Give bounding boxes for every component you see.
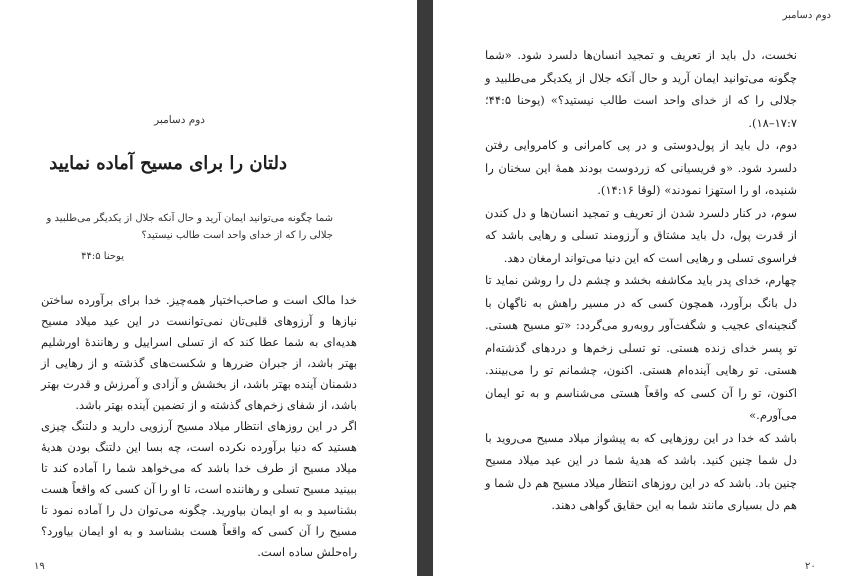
page-number-left: ۱۹ <box>34 561 45 572</box>
epigraph-quote: شما چگونه می‌توانید ایمان آرید و حال آنکه جلال از یکدیگر می‌طلبید و جلالی را که از خدای واحد است طالب نیستید؟ <box>46 213 333 241</box>
running-head-right: دوم دسامبر <box>782 10 831 21</box>
right-body-text <box>485 44 797 517</box>
epigraph-reference: یوحنا ۴۴:۵ <box>81 251 124 262</box>
left-page <box>0 0 417 576</box>
right-page <box>433 0 848 576</box>
body-paragraph: سوم، در کنار دلسرد شدن از تعریف و تمجید انسان‌ها و دل کندن از قدرت پول، دل باید مشتاق و آرزومند تسلی و رهایی باشد که فراسوی تسلی و رهایی است که این دنیا می‌تواند ارمغان دهد. <box>485 205 797 265</box>
body-paragraph: خدا مالک است و صاحب‌اختیار همه‌چیز. خدا برای برآورده ساختن نیازها و آرزوهای قلبی‌تان نمی‌توانست در این عید میلاد مسیح هدیه‌ای به شما عطا کند که از تسلی اسراییل و رهانندهٔ اورشلیم بهتر باشد، از جبران ضررها و شکست‌های گذشته و از رهایی از دشمنان آینده بهتر باشد، از بخشش و آزادی و آمرزش و قدرت بهتر باشد، از شفای زخم‌های گذشته و از تضمین آینده بهتر باشد. <box>41 293 357 412</box>
body-paragraph: باشد که خدا در این روزهایی که به پیشواز میلاد مسیح می‌روید با دل شما چنین کنید. باشد که هدیهٔ شما در این عید میلاد مسیح چنین باد. باشد که در این روزهای انتظار میلاد مسیح هم دل شما و هم دل بسیاری مانند شما به این حقایق گواهی دهند. <box>485 430 797 512</box>
body-paragraph: اگر در این روزهای انتظار میلاد مسیح آرزویی دارید و دلتنگ چیزی هستید که دنیا برآورده نکرده است، چه بسا این دلتنگ بودن هدیهٔ میلاد مسیح از طرف خدا باشد که می‌خواهد شما را آماده کند تا ببینید مسیح تسلی و رهاننده است، تا او را آن کسی که واقعاً هست بشناسید و به او ایمان بیاورید. چگونه می‌توان دل را آماده نمود تا مسیح را آن کسی که واقعاً هست بشناسد و به او ایمان بیاورد؟ راه‌حلش ساده است. <box>41 419 357 559</box>
chapter-title: دلتان را برای مسیح آماده نمایید <box>49 153 287 174</box>
page-number-right: ۲۰ <box>805 561 816 572</box>
running-head-left: دوم دسامبر <box>154 114 205 126</box>
body-paragraph: نخست، دل باید از تعریف و تمجید انسان‌ها دلسرد شود. «شما چگونه می‌توانید ایمان آرید و حال آنکه جلال از یکدیگر می‌طلبید و جلالی را که از خدای واحد است طالب نیستید؟» (یوحنا ۴۴:۵؛ ۱۷:۷–۱۸). <box>485 48 797 130</box>
body-paragraph: چهارم، خدای پدر باید مکاشفه بخشد و چشم دل را روشن نماید تا دل بانگ برآورد، همچون کسی که در مسیر راهش به ناگهان با گنجینه‌ای عجیب و شگفت‌آور روبه‌رو می‌گردد: «تو مسیح هستی. تو پسر خدای زنده هستی. تو تسلی زخم‌ها و دردهای گذشته‌ام هستی. تو رهایی آینده‌ام هستی. اکنون، چشمانم تو را می‌بینند. اکنون، تو را آن کسی که واقعاً هستی می‌شناسم و به تو ایمان می‌آورم.» <box>485 273 797 422</box>
body-paragraph: دوم، دل باید از پول‌دوستی و در پی کامرانی و کامروایی رفتن دلسرد شود. «و فریسیانی که زردوست بودند همهٔ این سخنان را شنیده، او را استهزا نمودند» (لوقا ۱۴:۱۶). <box>485 138 797 197</box>
left-body-text <box>41 290 357 563</box>
page-gutter <box>417 0 433 576</box>
